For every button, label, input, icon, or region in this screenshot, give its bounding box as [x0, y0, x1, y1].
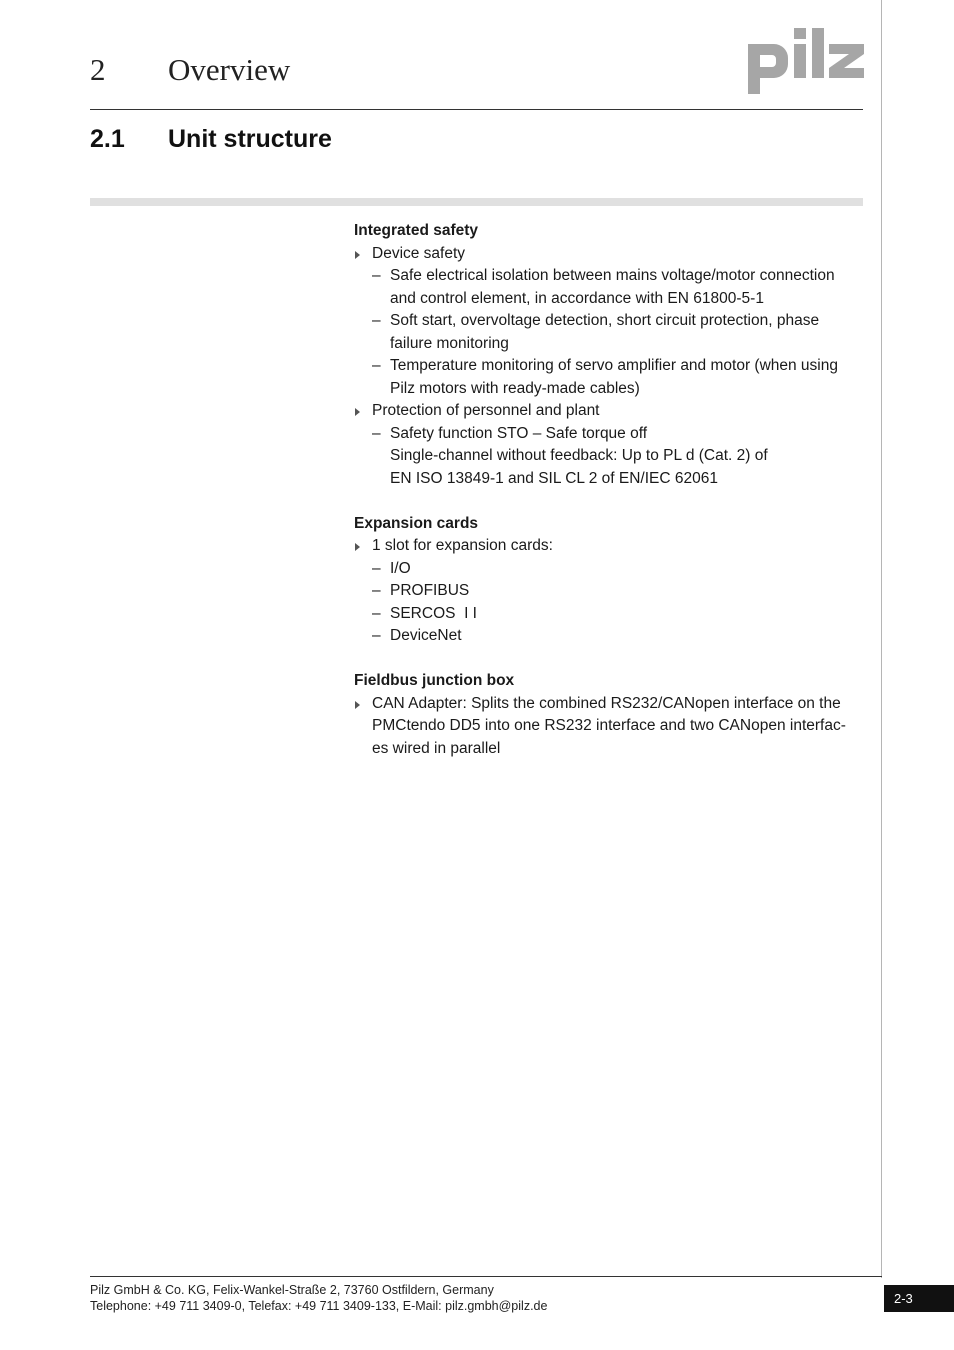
- subitem-text: failure monitoring: [390, 334, 509, 352]
- section-divider-bar: [90, 198, 863, 206]
- list-item: [354, 400, 866, 423]
- fieldbus-text: PMCtendo DD5 into one RS232 interface and two CANopen interfac-: [372, 717, 846, 734]
- list-subitem: [354, 580, 866, 603]
- card-name: I/O: [390, 559, 411, 577]
- list-item: [354, 693, 866, 761]
- footer-contact: Telephone: +49 711 3409-0, Telefax: +49 711 3409-133, E-Mail: pilz.gmbh@pilz.de: [90, 1299, 548, 1313]
- pilz-logo: [748, 28, 864, 94]
- header-rule: [90, 109, 863, 110]
- page-number-badge: 2-3: [884, 1285, 954, 1312]
- dash-marker: –: [372, 312, 381, 329]
- list-subitem: [354, 310, 866, 355]
- chapter-title: Overview: [168, 52, 291, 87]
- card-name: SERCOS I I: [390, 604, 477, 622]
- fieldbus-block: [354, 670, 866, 760]
- footer-address: Pilz GmbH & Co. KG, Felix-Wankel-Straße 2, 73760 Ostfildern, Germany: [90, 1283, 494, 1297]
- section-number: 2.1: [90, 125, 125, 153]
- card-name: PROFIBUS: [390, 582, 470, 599]
- subitem-text: Safety function STO – Safe torque off: [390, 424, 648, 442]
- integrated-safety-heading: Integrated safety: [354, 222, 479, 239]
- list-subitem: [354, 558, 866, 581]
- right-margin-rule: [881, 0, 882, 1278]
- section-title: Unit structure: [168, 125, 332, 153]
- list-subitem: [354, 603, 866, 626]
- list-subitem: [354, 423, 866, 491]
- subitem-text: and control element, in accordance with EN 61800-5-1: [390, 289, 764, 307]
- slot-label: 1 slot for expansion cards:: [372, 537, 553, 554]
- device-safety-label: Device safety: [372, 244, 466, 262]
- dash-marker: –: [372, 357, 381, 374]
- card-name: DeviceNet: [390, 627, 462, 644]
- list-subitem: [354, 355, 866, 400]
- list-subitem: [354, 625, 866, 648]
- subitem-text: Single-channel without feedback: Up to PL d (Cat. 2) of: [390, 447, 768, 464]
- content-column: [354, 220, 866, 783]
- subitem-text: Temperature monitoring of servo amplifier and motor (when using: [390, 357, 838, 374]
- bullet-triangle-icon: [355, 543, 360, 551]
- dash-marker: –: [372, 267, 381, 284]
- subitem-text: EN ISO 13849-1 and SIL CL 2 of EN/IEC 62061: [390, 469, 718, 487]
- fieldbus-text: es wired in parallel: [372, 739, 501, 757]
- subitem-text: Pilz motors with ready-made cables): [390, 379, 640, 397]
- integrated-safety-block: [354, 220, 866, 490]
- list-item: [354, 243, 866, 266]
- bullet-triangle-icon: [355, 701, 360, 709]
- dash-marker: –: [372, 424, 381, 442]
- list-item: [354, 535, 866, 558]
- pilz-logo-glyphs: [748, 28, 864, 94]
- bullet-triangle-icon: [355, 408, 360, 416]
- bullet-triangle-icon: [355, 251, 360, 259]
- chapter-number: 2: [90, 52, 106, 87]
- dash-marker: –: [372, 559, 381, 577]
- subitem-text: Soft start, overvoltage detection, short circuit protection, phase: [390, 312, 820, 329]
- expansion-cards-heading: Expansion cards: [354, 514, 479, 532]
- dash-marker: –: [372, 627, 381, 644]
- dash-marker: –: [372, 604, 381, 622]
- dash-marker: –: [372, 582, 381, 599]
- subitem-text: Safe electrical isolation between mains voltage/motor connection: [390, 267, 835, 284]
- fieldbus-text: CAN Adapter: Splits the combined RS232/CANopen interface on the: [372, 694, 841, 712]
- expansion-cards-block: [354, 513, 866, 648]
- fieldbus-heading: Fieldbus junction box: [354, 672, 515, 689]
- footer-rule: [90, 1276, 882, 1277]
- list-subitem: [354, 265, 866, 310]
- protection-label: Protection of personnel and plant: [372, 402, 600, 419]
